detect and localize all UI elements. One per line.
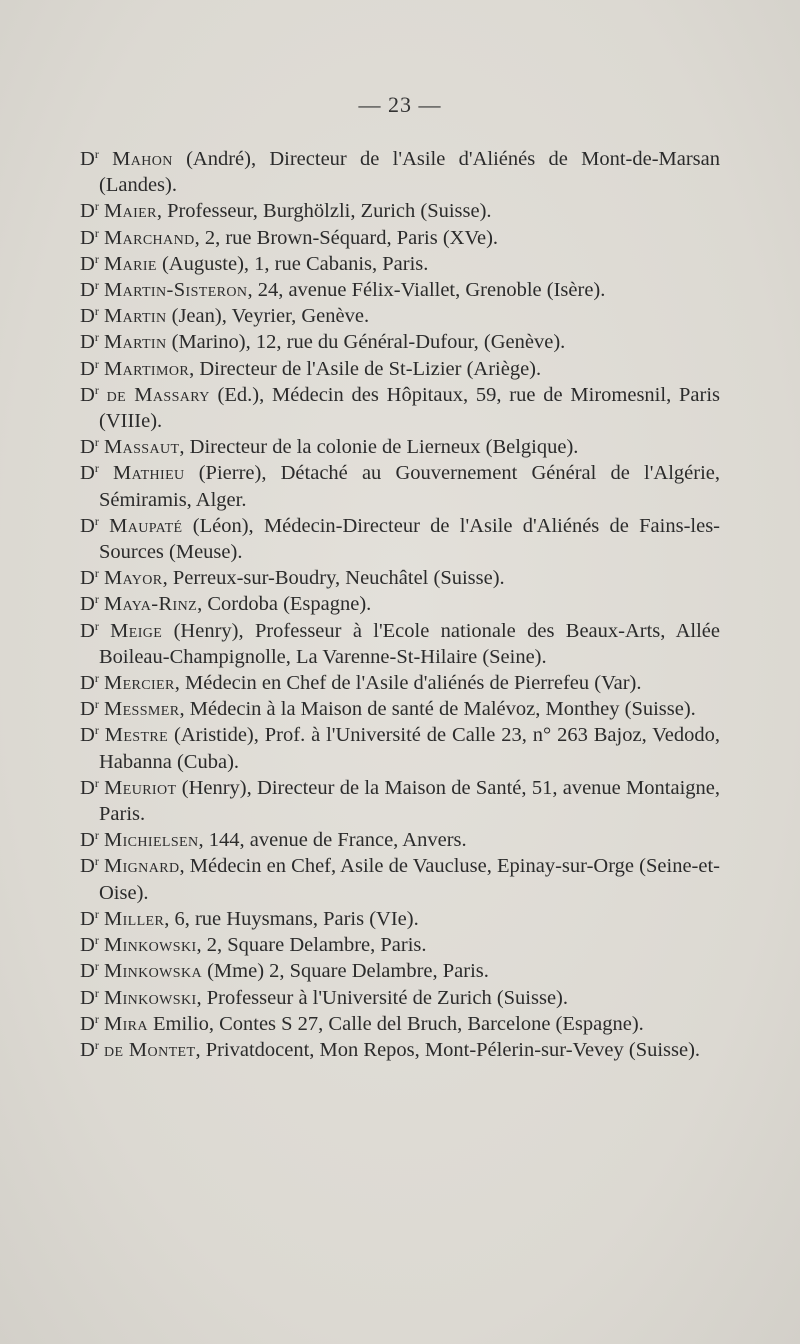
entry-title: $D^r$ bbox=[80, 330, 99, 354]
entry-details: (Ed.), Médecin des Hôpitaux, 59, rue de Miromesnil, Paris (VIIIe). bbox=[99, 383, 720, 433]
entry-title: $D^r$ bbox=[80, 513, 99, 537]
entry-details: , Médecin en Chef, Asile de Vaucluse, Epinay-sur-Orge (Seine-et-Oise). bbox=[99, 855, 720, 904]
list-item bbox=[80, 1037, 720, 1063]
entry-name: de Montet bbox=[103, 1038, 196, 1061]
entry-title: $D^r$ bbox=[80, 671, 99, 695]
entry-title: $D^r$ bbox=[80, 697, 99, 721]
list-item bbox=[80, 1011, 720, 1037]
list-item bbox=[80, 958, 720, 984]
entry-title: $D^r$ bbox=[80, 592, 99, 616]
entry-name: Mira bbox=[103, 1012, 148, 1035]
entry-details: , 24, avenue Félix-Viallet, Grenoble (Isère). bbox=[247, 279, 606, 302]
list-item bbox=[80, 434, 720, 460]
page-number: — 23 — bbox=[358, 92, 442, 117]
list-item bbox=[80, 985, 720, 1011]
entry-details: , 6, rue Huysmans, Paris (VIe). bbox=[164, 907, 419, 930]
entry-name: Michielsen bbox=[103, 829, 199, 852]
entry-title: $D^r$ bbox=[80, 356, 99, 380]
entry-name: Minkowski bbox=[103, 986, 197, 1009]
entry-details: (Pierre), Détaché au Gouvernement Général de l'Algérie, Sémiramis, Alger. bbox=[99, 462, 720, 511]
entry-details: , Médecin en Chef de l'Asile d'aliénés de Pierrefeu (Var). bbox=[174, 672, 642, 695]
entry-details: , Privatdocent, Mon Repos, Mont-Pélerin-sur-Vevey (Suisse). bbox=[195, 1038, 701, 1061]
entry-details: , 144, avenue de France, Anvers. bbox=[198, 829, 467, 852]
entry-details: , Médecin à la Maison de santé de Malévoz, Monthey (Suisse). bbox=[179, 698, 696, 721]
entry-name: Minkowski bbox=[103, 934, 197, 957]
entry-title: $D^r$ bbox=[80, 566, 99, 590]
list-item bbox=[80, 277, 720, 303]
entry-name: Martin bbox=[103, 331, 167, 354]
entry-title: $D^r$ bbox=[80, 278, 99, 302]
entry-name: Mercier bbox=[103, 672, 175, 695]
entry-name: Martin bbox=[103, 305, 167, 328]
entry-details: , 2, Square Delambre, Paris. bbox=[196, 934, 427, 957]
entry-name: Maier bbox=[103, 200, 157, 223]
entry-details: , Cordoba (Espagne). bbox=[197, 593, 372, 616]
entry-name: Meuriot bbox=[104, 776, 177, 799]
list-item bbox=[80, 853, 720, 905]
entry-name: Mestre bbox=[104, 724, 169, 747]
entry-title: $D^r$ bbox=[80, 775, 99, 799]
list-item bbox=[80, 225, 720, 251]
entry-name: Miller bbox=[103, 907, 165, 930]
entry-title: $D^r$ bbox=[80, 959, 99, 983]
entry-name: Mayor bbox=[103, 567, 163, 590]
list-item bbox=[80, 460, 720, 512]
entry-details: Emilio, Contes S 27, Calle del Bruch, Barcelone (Espagne). bbox=[147, 1012, 644, 1035]
entry-details: (Henry), Professeur à l'Ecole nationale des Beaux-Arts, Allée Boileau-Champignolle, La Varenne-St-Hilaire (Seine). bbox=[99, 619, 721, 668]
member-list bbox=[80, 146, 720, 1063]
entry-name: Minkowska bbox=[103, 960, 202, 983]
entry-details: , 2, rue Brown-Séquard, Paris (XVe). bbox=[194, 226, 499, 249]
entry-details: (Auguste), 1, rue Cabanis, Paris. bbox=[156, 252, 429, 275]
list-item bbox=[80, 146, 720, 198]
list-item bbox=[80, 565, 720, 591]
list-item bbox=[80, 303, 720, 329]
list-item bbox=[80, 827, 720, 853]
entry-title: $D^r$ bbox=[80, 933, 99, 957]
entry-title: $D^r$ bbox=[80, 251, 99, 275]
list-item bbox=[80, 329, 720, 355]
entry-name: Mahon bbox=[112, 148, 173, 170]
entry-details: , Perreux-sur-Boudry, Neuchâtel (Suisse). bbox=[162, 567, 505, 590]
list-item bbox=[80, 670, 720, 696]
list-item bbox=[80, 696, 720, 722]
list-item bbox=[80, 198, 720, 224]
entry-name: Martin-Sisteron bbox=[103, 279, 248, 302]
entry-details: (Jean), Veyrier, Genève. bbox=[166, 305, 370, 328]
entry-title: $D^r$ bbox=[80, 723, 99, 747]
entry-name: Martimor bbox=[103, 357, 190, 380]
entry-details: (André), Directeur de l'Asile d'Aliénés de Mont-de-Marsan (Landes). bbox=[99, 148, 721, 197]
entry-title: $D^r$ bbox=[80, 199, 99, 223]
entry-details: (Mme) 2, Square Delambre, Paris. bbox=[201, 960, 489, 983]
list-item bbox=[80, 251, 720, 277]
list-item bbox=[80, 906, 720, 932]
entry-details: , Directeur de l'Asile de St-Lizier (Ariège). bbox=[189, 357, 542, 380]
entry-name: Marie bbox=[103, 252, 157, 275]
entry-name: Messmer bbox=[103, 698, 180, 721]
entry-title: $D^r$ bbox=[80, 304, 99, 328]
entry-details: (Henry), Directeur de la Maison de Santé, 51, avenue Montaigne, Paris. bbox=[99, 776, 721, 826]
entry-title: $D^r$ bbox=[80, 906, 99, 930]
entry-name: Meige bbox=[110, 619, 163, 642]
entry-title: $D^r$ bbox=[80, 147, 99, 170]
entry-title: $D^r$ bbox=[80, 854, 99, 878]
entry-title: $D^r$ bbox=[80, 828, 99, 852]
entry-name: Marchand bbox=[103, 226, 195, 249]
entry-title: $D^r$ bbox=[80, 985, 99, 1009]
entry-title: $D^r$ bbox=[80, 225, 99, 249]
entry-details: (Marino), 12, rue du Général-Dufour, (Genève). bbox=[166, 331, 566, 354]
entry-name: Maupaté bbox=[109, 514, 183, 537]
list-item bbox=[80, 932, 720, 958]
entry-name: Mathieu bbox=[112, 462, 185, 485]
entry-details: , Professeur à l'Université de Zurich (Suisse). bbox=[196, 986, 568, 1009]
entry-details: , Directeur de la colonie de Lierneux (Belgique). bbox=[179, 436, 579, 459]
list-item bbox=[80, 356, 720, 382]
entry-title: $D^r$ bbox=[80, 435, 99, 459]
entry-title: $D^r$ bbox=[80, 1037, 99, 1061]
list-item bbox=[80, 775, 720, 827]
entry-details: , Professeur, Burghölzli, Zurich (Suisse). bbox=[156, 200, 492, 223]
list-item bbox=[80, 591, 720, 617]
entry-title: $D^r$ bbox=[80, 1011, 99, 1035]
list-item bbox=[80, 618, 720, 670]
list-item bbox=[80, 382, 720, 434]
entry-title: $D^r$ bbox=[80, 382, 99, 406]
list-item bbox=[80, 722, 720, 774]
entry-title: $D^r$ bbox=[80, 618, 99, 642]
entry-details: (Aristide), Prof. à l'Université de Calle 23, n° 263 Bajoz, Vedodo, Habanna (Cuba). bbox=[99, 724, 720, 773]
entry-name: Maya-Rinz bbox=[103, 593, 198, 616]
entry-title: $D^r$ bbox=[80, 461, 99, 485]
entry-details: (Léon), Médecin-Directeur de l'Asile d'Aliénés de Fains-les-Sources (Meuse). bbox=[99, 514, 721, 564]
list-item bbox=[80, 513, 720, 565]
entry-name: Massaut bbox=[103, 436, 180, 459]
entry-name: Mignard bbox=[103, 855, 180, 878]
entry-name: de Massary bbox=[106, 383, 210, 406]
